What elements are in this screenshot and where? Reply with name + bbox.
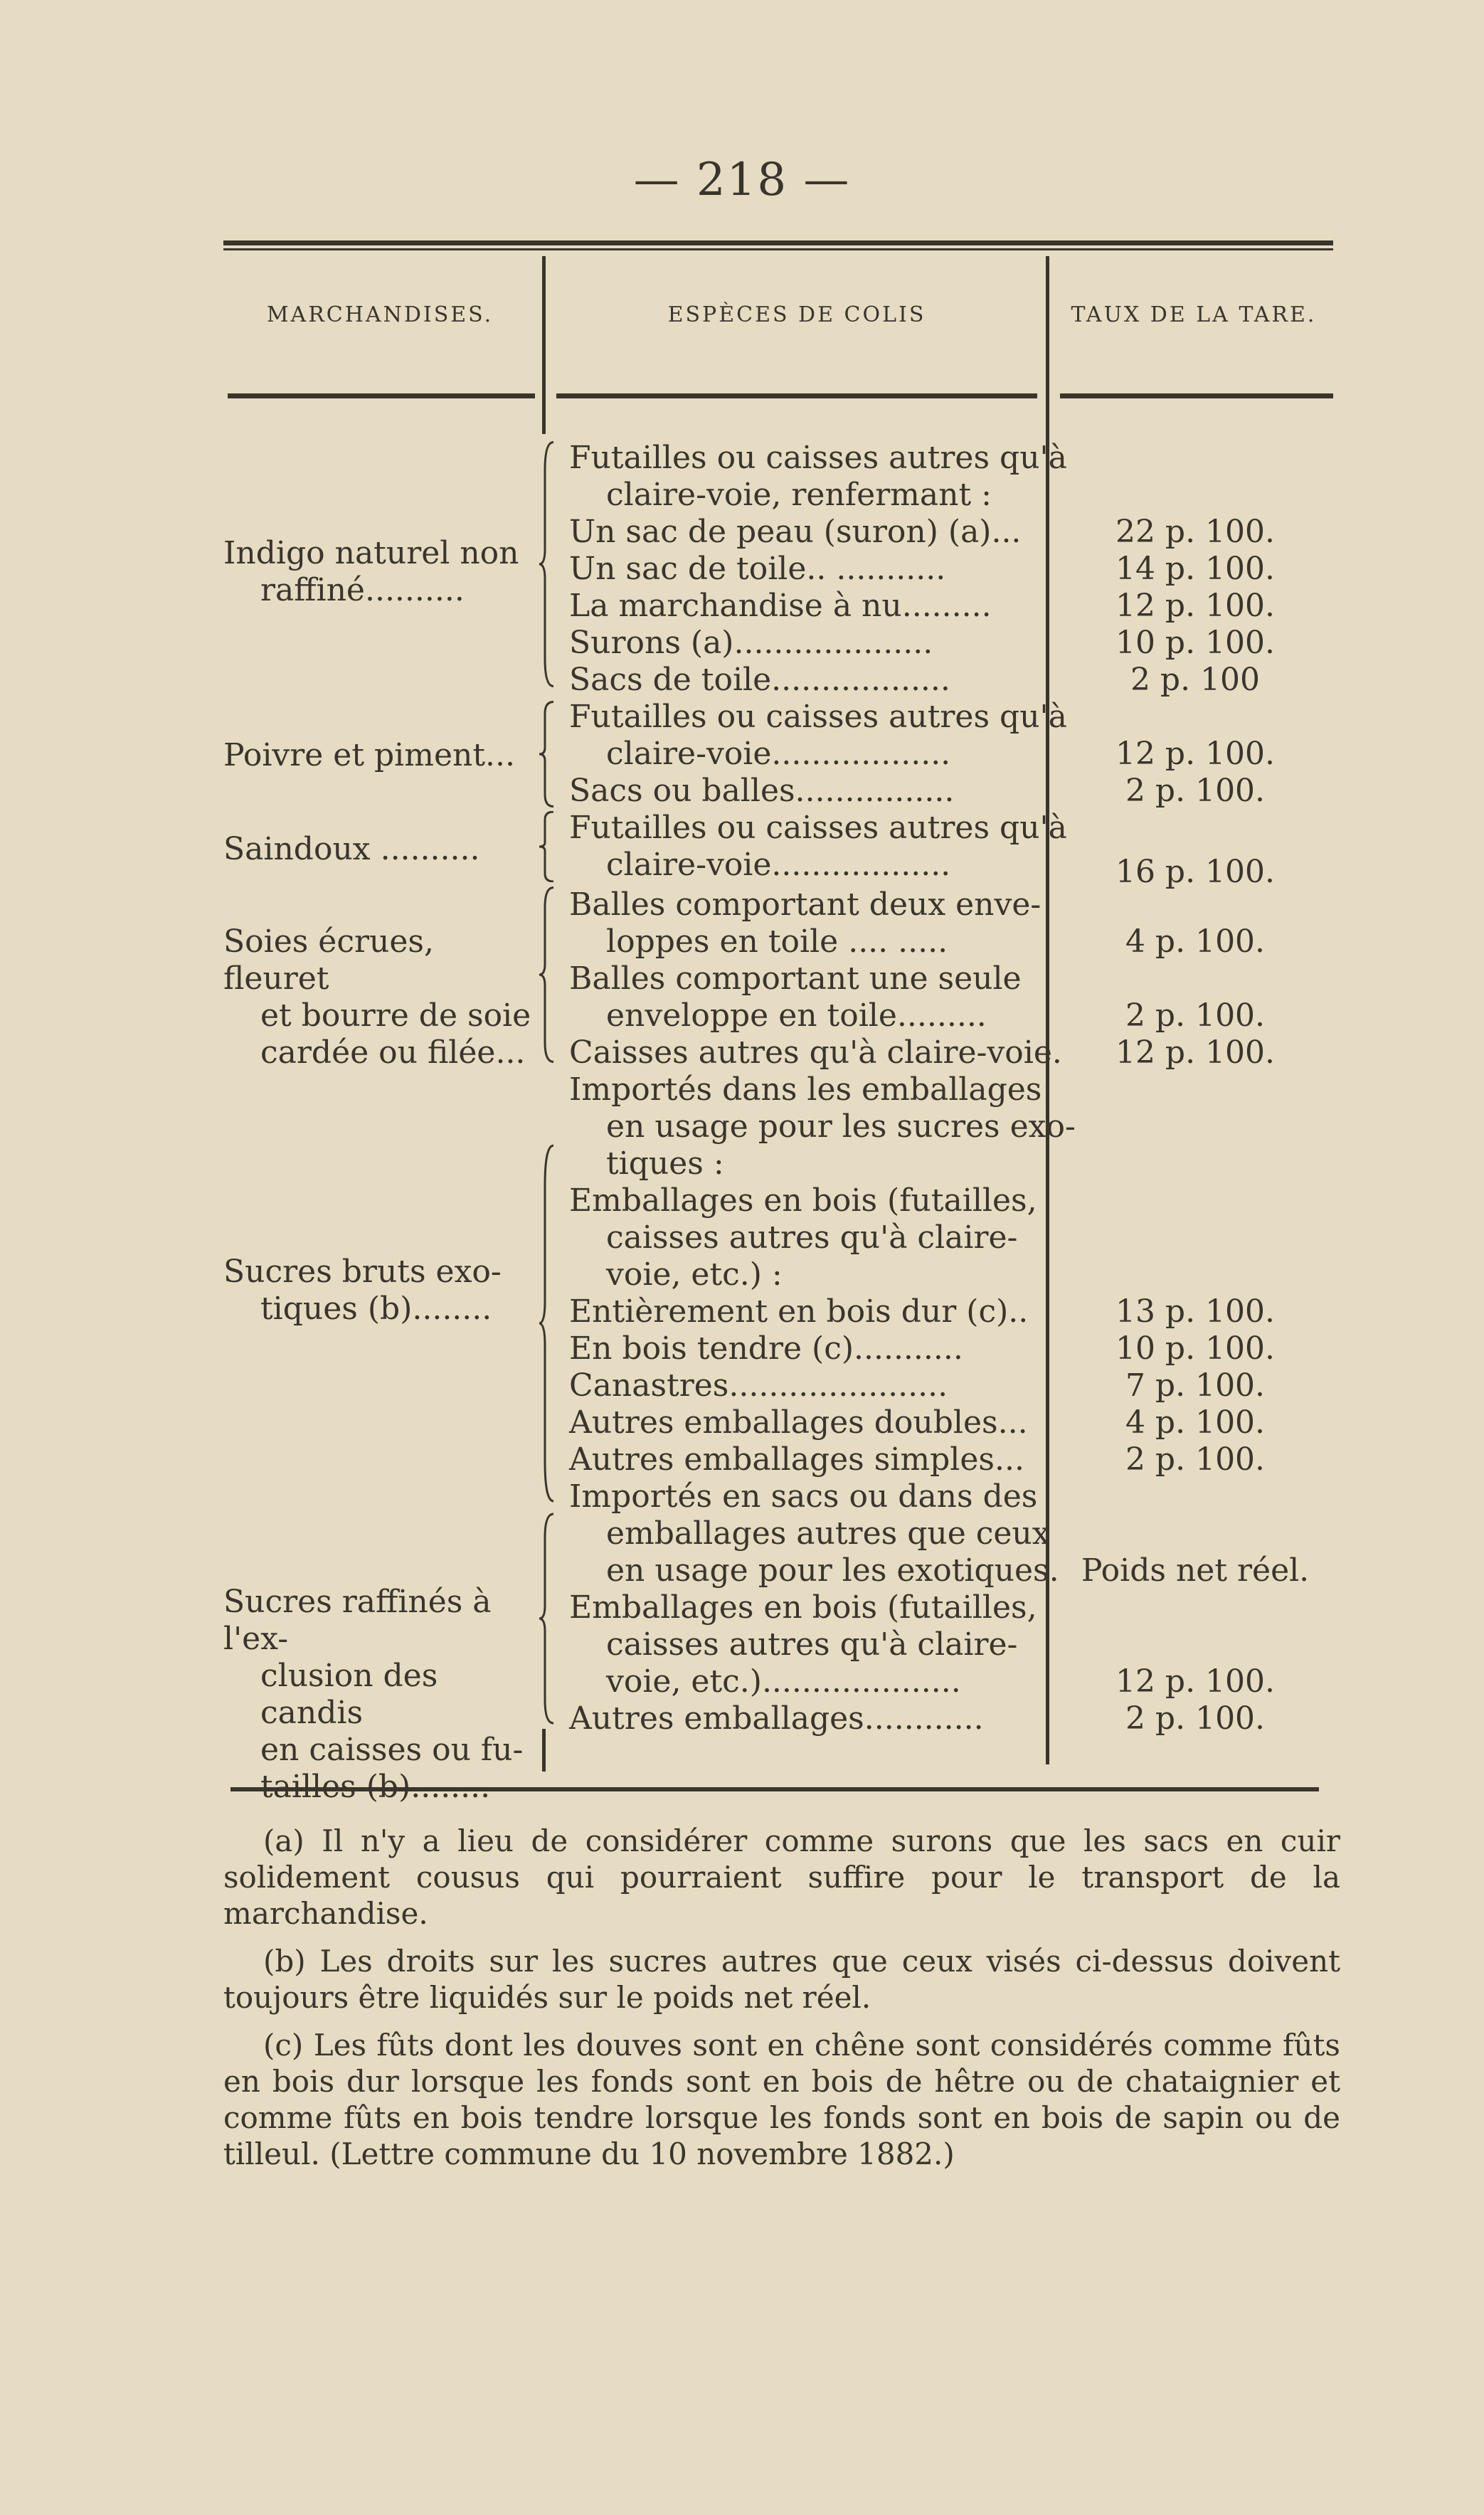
table-row: En bois tendre (c)........... — [569, 1330, 963, 1367]
rate-cell: 10 p. 100. — [1115, 625, 1276, 661]
table-row: caisses autres qu'à claire- — [606, 1626, 1018, 1663]
rate-cell: 2 p. 100. — [1125, 773, 1266, 809]
table-row: Emballages en bois (futailles, — [569, 1182, 1037, 1219]
table-row: voie, etc.).................... — [606, 1663, 961, 1700]
rate-cell: 4 p. 100. — [1125, 923, 1266, 960]
brace-sucres-bruts — [538, 1142, 556, 1505]
rate-cell: 12 p. 100. — [1115, 588, 1276, 624]
brace-poivre — [538, 701, 556, 808]
rate-cell: 2 p. 100. — [1125, 1441, 1266, 1478]
rate-cell: 12 p. 100. — [1115, 736, 1276, 772]
header-rule-col3 — [1060, 393, 1333, 398]
page-number: — 218 — — [633, 154, 851, 206]
merch-sucres-raffines: Sucres raffinés à l'ex- clusion des candis en caisses ou fu- — [223, 1584, 524, 1768]
rate-cell: 2 p. 100 — [1130, 662, 1261, 698]
table-row: Importés dans les emballages — [569, 1071, 1042, 1108]
table-row: Emballages en bois (futailles, — [569, 1589, 1037, 1626]
table-row: Futailles ou caisses autres qu'à — [569, 440, 1067, 476]
table-row: loppes en toile .... ..... — [606, 923, 948, 960]
header-merchandises: MARCHANDISES. — [266, 302, 494, 327]
rate-cell: 2 p. 100. — [1125, 997, 1266, 1034]
top-rule — [223, 240, 1333, 245]
table-row: Futailles ou caisses autres qu'à — [569, 810, 1067, 846]
rate-cell: 22 p. 100. — [1115, 514, 1276, 550]
brace-indigo — [538, 440, 556, 689]
rate-cell: 16 p. 100. — [1115, 854, 1276, 890]
footnote-c: (c) Les fûts dont les douves sont en chêne sont considérés comme fûts en bois dur lorsque les fonds sont en bois de hêtre ou de chataignier et comme fûts en bois tendre lorsque les fonds sont en bois de sapin ou de tilleul. (Lettre commune du 10 novembre 1882.) — [223, 2028, 1340, 2171]
bottom-rule — [230, 1787, 1319, 1791]
table-row: en usage pour les exotiques. — [606, 1552, 1059, 1589]
footnote-a: (a) Il n'y a lieu de considérer comme surons que les sacs en cuir solidement cousus qui pourraient suffire pour le transport de la marchandise. — [223, 1823, 1340, 1931]
rate-cell: 14 p. 100. — [1115, 551, 1276, 587]
header-rule-col2 — [556, 393, 1037, 398]
table-row: Balles comportant deux enve- — [569, 886, 1042, 923]
table-row: Sacs de toile.................. — [569, 662, 950, 698]
rate-cell: 2 p. 100. — [1125, 1700, 1266, 1737]
table-row: Futailles ou caisses autres qu'à — [569, 699, 1067, 735]
rate-cell: 4 p. 100. — [1125, 1404, 1266, 1441]
table-row: Un sac de peau (suron) (a)... — [569, 514, 1022, 550]
table-row: Canastres...................... — [569, 1367, 948, 1404]
table-row: claire-voie, renfermant : — [606, 477, 992, 513]
table-row: en usage pour les sucres exo- — [606, 1108, 1076, 1145]
brace-sucres-raffines — [538, 1512, 556, 1725]
table-row: Caisses autres qu'à claire-voie. — [569, 1034, 1062, 1071]
merch-saindoux: Saindoux .......... — [223, 831, 480, 867]
table-row: emballages autres que ceux — [606, 1515, 1050, 1552]
table-row: Autres emballages simples... — [569, 1441, 1024, 1478]
table-row: caisses autres qu'à claire- — [606, 1219, 1018, 1256]
table-row: claire-voie.................. — [606, 847, 951, 883]
header-taux: TAUX DE LA TARE. — [1071, 302, 1317, 327]
rate-cell: 12 p. 100. — [1115, 1663, 1276, 1700]
column-divider-1 — [542, 256, 546, 434]
brace-saindoux — [538, 811, 556, 882]
footnotes — [223, 1823, 1340, 2183]
table-row: Autres emballages............ — [569, 1700, 984, 1737]
rate-cell: 10 p. 100. — [1115, 1330, 1276, 1367]
table-row: enveloppe en toile......... — [606, 997, 987, 1034]
table-row: Sacs ou balles................ — [569, 773, 955, 809]
table-row: voie, etc.) : — [606, 1256, 783, 1293]
table-row: Balles comportant une seule — [569, 960, 1022, 997]
table-row: Un sac de toile.. ........... — [569, 551, 946, 587]
merch-soies: Soies écrues, fleuret et bourre de soie cardée ou filée... — [223, 923, 531, 1071]
header-rule-col1 — [228, 393, 535, 398]
top-rule-thin — [223, 248, 1333, 250]
header-especes: ESPÈCES DE COLIS — [667, 302, 926, 327]
table-row: Autres emballages doubles... — [569, 1404, 1028, 1441]
footnote-b: (b) Les droits sur les sucres autres que ceux visés ci-dessus doivent toujours être liquidés sur le poids net réel. — [223, 1944, 1340, 2015]
table-row: Entièrement en bois dur (c).. — [569, 1293, 1029, 1330]
rate-cell: 13 p. 100. — [1115, 1293, 1276, 1330]
table-row: Surons (a).................... — [569, 625, 933, 661]
rate-cell: 7 p. 100. — [1125, 1367, 1266, 1404]
table-row: La marchandise à nu......... — [569, 588, 992, 624]
merch-indigo: Indigo naturel non raffiné.......... — [223, 535, 519, 608]
rate-cell: Poids net réel. — [1081, 1552, 1310, 1589]
table-row: Importés en sacs ou dans des — [569, 1478, 1038, 1515]
rate-cell: 12 p. 100. — [1115, 1034, 1276, 1071]
brace-soies — [538, 886, 556, 1064]
table-row: tiques : — [606, 1145, 724, 1182]
table-row: claire-voie.................. — [606, 736, 951, 772]
merch-sucres-bruts: Sucres bruts exo- tiques (b)........ — [223, 1254, 502, 1327]
merch-poivre: Poivre et piment... — [223, 737, 515, 773]
